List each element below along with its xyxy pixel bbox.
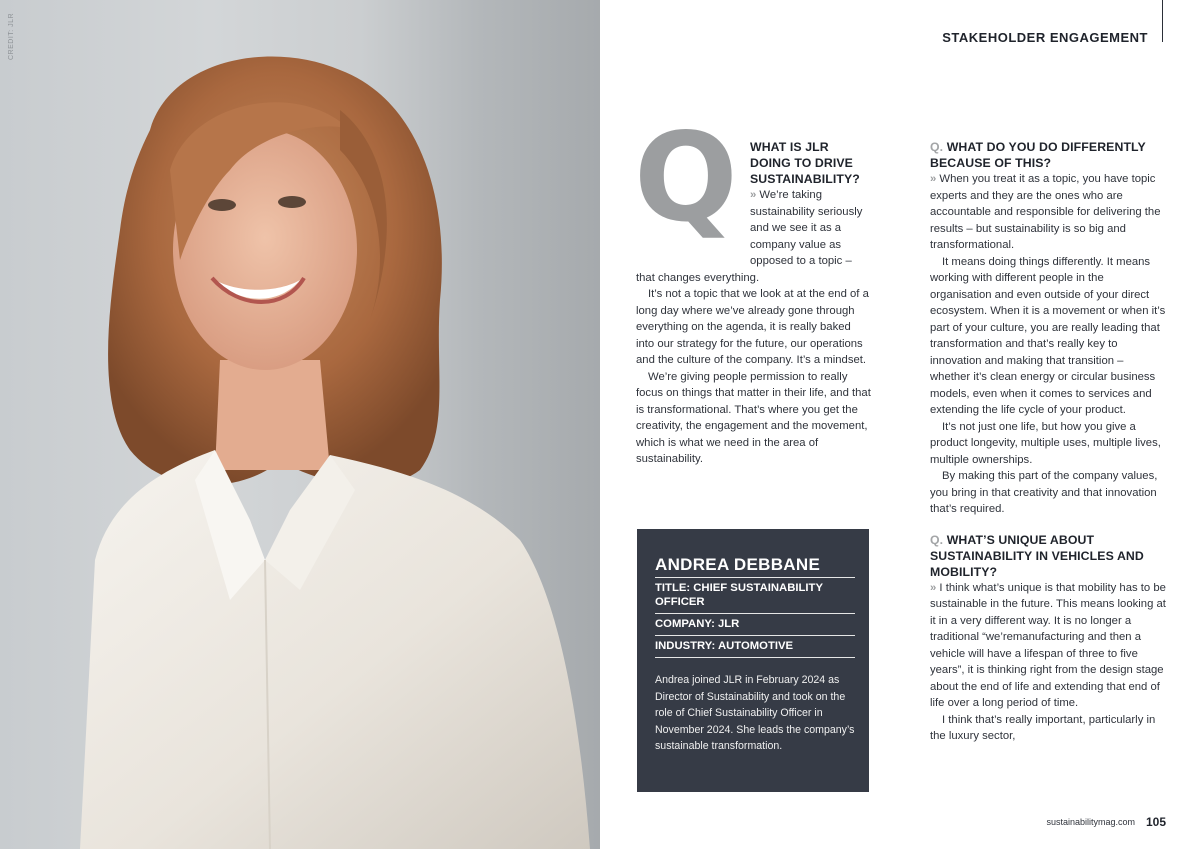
profile-title: TITLE: CHIEF SUSTAINABILITY OFFICER: [655, 578, 855, 614]
answer-arrow-icon: »: [750, 189, 760, 201]
answer-arrow-icon: »: [930, 581, 940, 594]
answer-paragraph: It means doing things differently. It means working with different people in the organisation and even outside of your direct ecosystem. When it is a movement or when it’s part of your culture, you are really leading that transformation and that’s really key to innovation and making that transition – whether it’s clean energy or circular business models, even when it comes to services and extending the life cycle of your product.: [930, 255, 1166, 416]
profile-industry: INDUSTRY: AUTOMOTIVE: [655, 636, 855, 658]
section-label: STAKEHOLDER ENGAGEMENT: [942, 30, 1148, 45]
footer-website: sustainabilitymag.com: [1046, 817, 1135, 827]
page-number: 105: [1145, 815, 1166, 829]
profile-box: [637, 529, 869, 792]
answer-paragraph: We’re giving people permission to really focus on things that matter in their life, and that is transformational. That’s where you get the creativity, the engagement and the movement, which is what we need in the area of sustainability.: [636, 370, 871, 465]
drop-q: Q: [634, 107, 738, 249]
answer-paragraph: I think that’s really important, particularly in the luxury sector,: [930, 713, 1156, 742]
question-heading: Q. WHAT DO YOU DO DIFFERENTLY BECAUSE OF THIS?: [930, 140, 1146, 170]
article-page: [600, 0, 1200, 849]
profile-bio: Andrea joined JLR in February 2024 as Director of Sustainability and took on the role of Chief Sustainability Officer in November 2024. She leads the company’s sustainable transformation.: [655, 674, 855, 753]
answer-arrow-icon: »: [930, 173, 940, 185]
answer-paragraph: It’s not a topic that we look at at the end of a long day where we’ve already gone through everything on the agenda, it is really baked into our strategy for the future, our operations and the culture of the company. It’s a mindset.: [636, 288, 869, 366]
photo-credit: CREDIT: JLR: [8, 12, 15, 60]
answer-paragraph: » When you treat it as a topic, you have topic experts and they are the ones who are accountable and responsible for delivering the results – but sustainability is so big and transformational.: [930, 173, 1161, 251]
text-column-left: [634, 107, 872, 468]
answer-paragraph: By making this part of the company values, you bring in that creativity and that innovation that’s required.: [930, 470, 1158, 515]
header-rule: [1162, 0, 1163, 42]
answer-paragraph: » We’re taking sustainability seriously and we see it as a company value as opposed to a topic – that changes everything.: [636, 189, 863, 284]
answer-paragraph: » I think what’s unique is that mobility has to be sustainable in the future. This means looking at it in a very different way. It is no longer a traditional “we’remanufacturing and then a vehicle will have a lifespan of three to five years”, it is thinking right from the design stage about the end of life and extending that end of life over a long period of time.: [930, 581, 1166, 709]
answer-paragraph: It’s not just one life, but how you give a product longevity, multiple uses, multiple lives, multiple ownerships.: [930, 420, 1161, 466]
profile-company: COMPANY: JLR: [655, 614, 855, 636]
question-heading: Q. WHAT’S UNIQUE ABOUT SUSTAINABILITY IN VEHICLES AND MOBILITY?: [930, 532, 1144, 579]
text-column-right: [930, 139, 1166, 745]
question-heading: WHAT IS JLR DOING TO DRIVE SUSTAINABILITY?: [750, 140, 860, 186]
profile-name: ANDREA DEBBANE: [655, 555, 855, 578]
